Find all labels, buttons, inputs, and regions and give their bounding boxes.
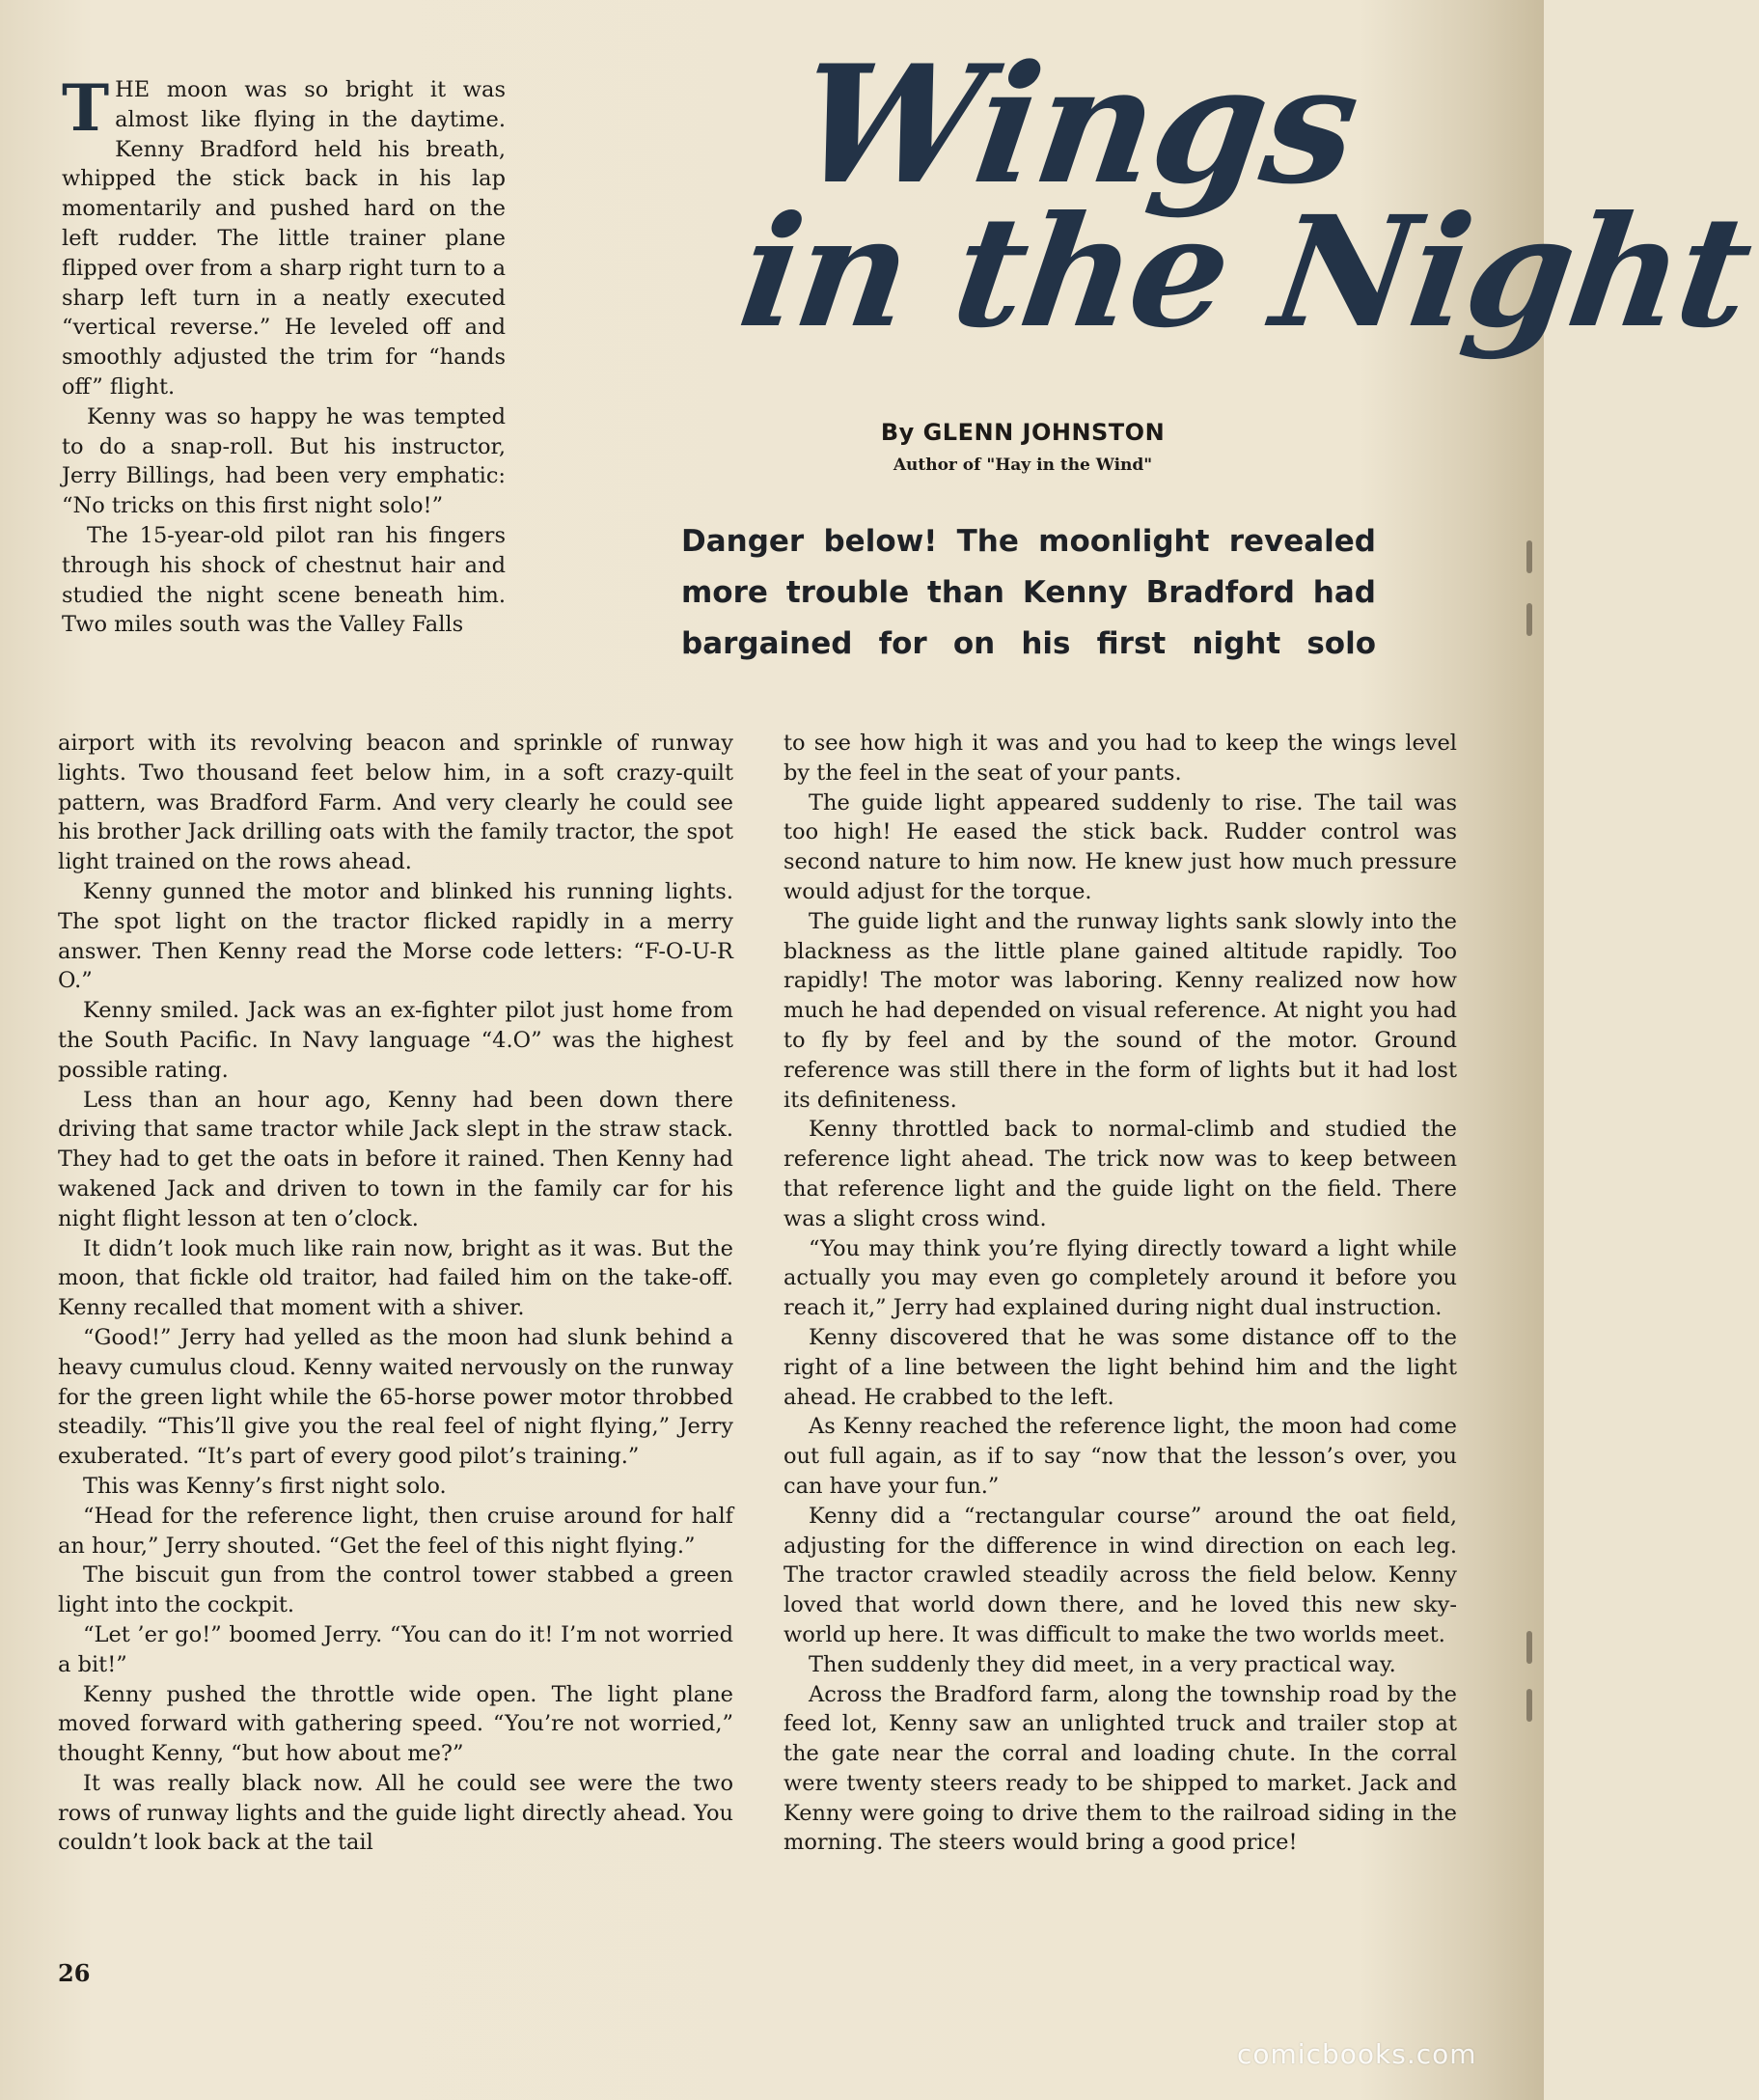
page-number: 26 bbox=[58, 1959, 91, 1987]
paragraph: The biscuit gun from the control tower stabbed a green light into the cockpit. bbox=[58, 1562, 733, 1618]
paragraph: “Good!” Jerry had yelled as the moon had slunk behind a heavy cumulus cloud. Kenny waited nervously on the runway for the green light while the 65-horse power motor throbbed steadily. “This’ll give you the real feel of night flying,” Jerry exuberated. “It’s part of every good pilot’s training.” bbox=[58, 1324, 733, 1470]
paragraph: Kenny throttled back to normal-climb and studied the reference light ahead. The trick now was to keep between that reference light and the guide light on the field. There was a slight cross wind. bbox=[783, 1117, 1457, 1231]
paragraph: The 15-year-old pilot ran his fingers through his shock of chestnut hair and studied the night scene beneath him. Two miles south was the Valley Falls bbox=[62, 522, 506, 638]
paragraph: Kenny gunned the motor and blinked his running lights. The spot light on the tractor flicked rapidly in a merry answer. Then Kenny read the Morse code letters: “F-O-U-R O.” bbox=[58, 878, 733, 994]
binding-staple bbox=[1526, 603, 1532, 636]
article-blurb: Danger below! The moonlight revealed more trouble than Kenny Bradford had bargained for on his first night solo bbox=[681, 524, 1376, 661]
paragraph: airport with its revolving beacon and sprinkle of runway lights. Two thousand feet below him, in a soft crazy-quilt pattern, was Bradford Farm. And very clearly he could see his brother Jack drilling oats with the family tractor, the spot light trained on the rows ahead. bbox=[58, 731, 733, 875]
paragraph: Kenny smiled. Jack was an ex-fighter pilot just home from the South Pacific. In Navy language “4.O” was the highest possible rating. bbox=[58, 998, 733, 1083]
paragraph: Then suddenly they did meet, in a very practical way. bbox=[809, 1651, 1396, 1677]
paragraph: It was really black now. All he could see were the two rows of runway lights and the guide light directly ahead. You couldn’t look back at the tail bbox=[58, 1770, 733, 1856]
paragraph: Kenny discovered that he was some distance off to the right of a line between the light behind him and the light ahead. He crabbed to the left. bbox=[783, 1324, 1457, 1410]
paragraph: “Let ’er go!” boomed Jerry. “You can do it! I’m not worried a bit!” bbox=[58, 1621, 733, 1677]
right-column bbox=[783, 729, 1457, 1858]
paragraph: “Head for the reference light, then cruise around for half an hour,” Jerry shouted. “Get the feel of this night flying.” bbox=[58, 1503, 733, 1559]
paragraph: It didn’t look much like rain now, bright as it was. But the moon, that fickle old traitor, had failed him on the take-off. Kenny recalled that moment with a shiver. bbox=[58, 1235, 733, 1321]
paragraph: This was Kenny’s first night solo. bbox=[83, 1473, 447, 1499]
binding-staple bbox=[1526, 540, 1532, 573]
title-line-1: Wings bbox=[787, 29, 1368, 220]
paragraph: Across the Bradford farm, along the township road by the feed lot, Kenny saw an unlighted truck and trailer stop at the gate near the corral and loading chute. In the corral were twenty steers ready to be shipped to market. Jack and Kenny were going to drive them to the railroad siding in the morning. The steers would bring a good price! bbox=[783, 1681, 1457, 1856]
binding-staple bbox=[1526, 1689, 1532, 1722]
paragraph: Less than an hour ago, Kenny had been down there driving that same tractor while Jack slept in the straw stack. They had to get the oats in before it rained. Then Kenny had wakened Jack and driven to town in the family car for his night flight lesson at ten o’clock. bbox=[58, 1087, 733, 1231]
paragraph: Kenny pushed the throttle wide open. The light plane moved forward with gathering speed. “You’re not worried,” thought Kenny, “but how about me?” bbox=[58, 1681, 733, 1767]
drop-cap: T bbox=[62, 70, 110, 146]
paragraph: THE moon was so bright it was almost like flying in the daytime. Kenny Bradford held his breath, whipped the stick back in his lap momentarily and pushed hard on the left rudder. The little trainer plane flipped over from a sharp right turn to a sharp left turn in a neatly executed “vertical reverse.” He leveled off and smoothly adjusted the trim for “hands off” flight. bbox=[62, 70, 506, 400]
paragraph: The guide light appeared suddenly to rise. The tail was too high! He eased the stick back. Rudder control was second nature to him now. He knew just how much pressure would adjust for the torque. bbox=[783, 789, 1457, 904]
binding-staple bbox=[1526, 1631, 1532, 1664]
author-credit: Author of "Hay in the Wind" bbox=[893, 456, 1153, 475]
title-line-2: in the Night bbox=[730, 183, 1759, 362]
paragraph: The guide light and the runway lights sank slowly into the blackness as the little plane gained altitude rapidly. Too rapidly! The motor was laboring. Kenny realized now how much he had depended on visual reference. At night you had to fly by feel and by the sound of the motor. Ground reference was still there in the form of lights but it had lost its definiteness. bbox=[783, 908, 1457, 1113]
paragraph: “You may think you’re flying directly toward a light while actually you may even go completely around it before you reach it,” Jerry had explained during night dual instruction. bbox=[783, 1235, 1457, 1321]
top-left-column bbox=[62, 70, 506, 640]
left-column bbox=[58, 729, 733, 1858]
paragraph: to see how high it was and you had to keep the wings level by the feel in the seat of your pants. bbox=[783, 731, 1457, 786]
article-title bbox=[730, 29, 1759, 362]
watermark: comicbooks.com bbox=[1237, 2038, 1477, 2070]
paragraph: Kenny did a “rectangular course” around the oat field, adjusting for the difference in wind direction on each leg. The tractor crawled steadily across the field below. Kenny loved that world down there, and he loved this new sky-world up here. It was difficult to make the two worlds meet. bbox=[783, 1503, 1457, 1647]
paragraph: As Kenny reached the reference light, the moon had come out full again, as if to say “now that the lesson’s over, you can have your fun.” bbox=[783, 1414, 1457, 1499]
byline: By GLENN JOHNSTON bbox=[880, 419, 1166, 446]
paragraph: Kenny was so happy he was tempted to do a snap-roll. But his instructor, Jerry Billings, had been very emphatic: “No tricks on this first night solo!” bbox=[62, 403, 506, 519]
